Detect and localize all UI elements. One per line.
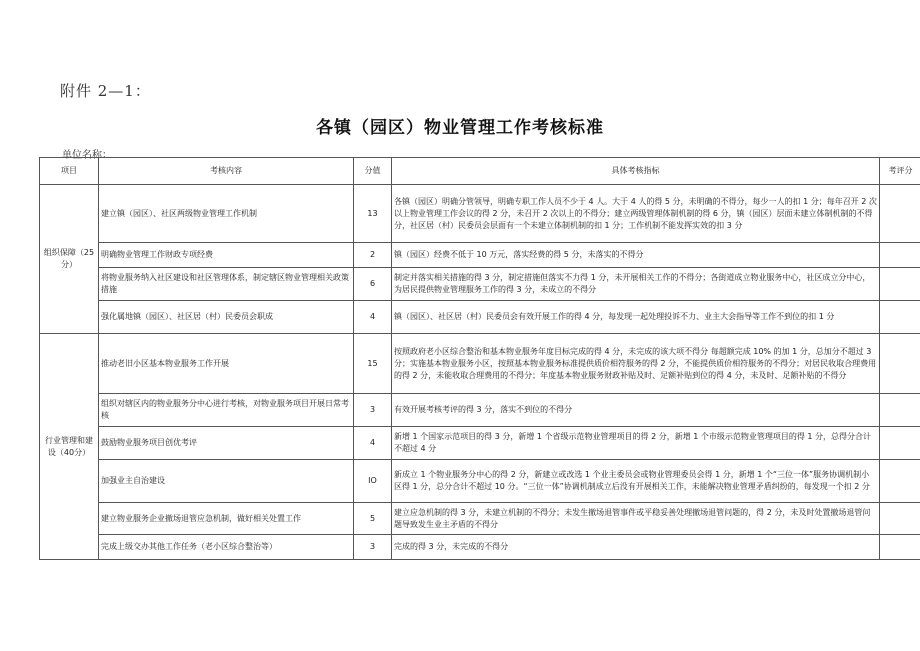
evaluation-cell [880,268,920,301]
table-row [40,427,920,460]
criteria-cell: 新增 1 个国家示范项目的得 3 分，新增 1 个省级示范物业管理项目的得 2 分，新增 1 个市级示范物业管理项目的得 1 分，总得分合计不超过 4 分 [392,427,880,460]
evaluation-cell [880,394,920,427]
content-cell: 鼓励物业服务项目创优考评 [99,427,354,460]
assessment-table [39,157,920,560]
content-cell: 完成上级交办其他工作任务（老小区综合整治等） [99,535,354,560]
table-row [40,535,920,560]
table-row [40,301,920,334]
score-cell: IO [354,460,392,503]
table-row [40,243,920,268]
project-cell-industry: 行业管理和建设（40分） [40,334,99,560]
score-cell: 13 [354,185,392,243]
score-cell: 3 [354,535,392,560]
score-cell: 2 [354,243,392,268]
score-cell: 4 [354,301,392,334]
score-cell: 4 [354,427,392,460]
evaluation-cell [880,334,920,394]
criteria-cell: 新成立 1 个物业服务分中心的得 2 分，新建立或改选 1 个业主委员会或物业管理委员会得 1 分，新增 1 个“三位一体”服务协调机制小区得 1 分，总分合计不超过 10 分。“三位一体”协调机制成立后没有开展相关工作，未能解决物业管理矛盾纠纷的，每发现一个扣 2 分 [392,460,880,503]
content-cell: 将物业服务纳入社区建设和社区管理体系，制定辖区物业管理相关政策措施 [99,268,354,301]
evaluation-cell [880,503,920,535]
header-criteria: 具体考核指标 [392,158,880,185]
evaluation-cell [880,301,920,334]
table-row [40,334,920,394]
evaluation-cell [880,243,920,268]
criteria-cell: 建立应急机制的得 3 分，未建立机制的不得分；未发生撤场退管事件或平稳妥善处理撤场退管问题的，得 2 分，未及时处置撤场退管问题导致发生业主矛盾的不得分 [392,503,880,535]
evaluation-cell [880,460,920,503]
score-cell: 5 [354,503,392,535]
table-row [40,185,920,243]
table-row [40,268,920,301]
criteria-cell: 镇（园区）、社区居（村）民委员会有效开展工作的得 4 分，每发现一起处理投诉不力、业主大会指导等工作不到位的扣 1 分 [392,301,880,334]
table-row [40,394,920,427]
score-cell: 6 [354,268,392,301]
criteria-cell: 镇（园区）经费不低于 10 万元，落实经费的得 5 分，未落实的不得分 [392,243,880,268]
header-score: 分值 [354,158,392,185]
content-cell: 组织对辖区内的物业服务分中心进行考核，对物业服务项目开展日常考核 [99,394,354,427]
table-row [40,460,920,503]
criteria-cell: 各镇（园区）明确分管领导，明确专职工作人员不少于 4 人。大于 4 人的得 5 分，未明确的不得分，每少一人的扣 1 分；每年召开 2 次以上物业管理工作会议的得 2 分，未召开 2 次以上的不得分；建立两级管理体制机制的得 6 分，镇（园区）层面未建立体制机制的不得分，社区居（村）民委员会层面有一个未建立体制机制的扣 1 分；工作机制不能发挥实效的扣 3 分 [392,185,880,243]
evaluation-cell [880,185,920,243]
content-cell: 强化属地镇（园区）、社区居（村）民委员会职成 [99,301,354,334]
attachment-label: 附件 2—1： [60,82,151,100]
unit-name-label: 单位名称： [62,150,112,161]
evaluation-cell [880,427,920,460]
content-cell: 明确物业管理工作财政专项经费 [99,243,354,268]
content-cell: 加强业主自治建设 [99,460,354,503]
header-content: 考核内容 [99,158,354,185]
criteria-cell: 制定并落实相关措施的得 3 分，制定措施但落实不力得 1 分，未开展相关工作的不得分；各街道成立物业服务中心，社区成立分中心，为居民提供物业管理服务工作的得 3 分，未成立的不得分 [392,268,880,301]
content-cell: 建立物业服务企业撤场退管应急机制，做好相关处置工作 [99,503,354,535]
header-project: 项目 [40,158,99,185]
evaluation-cell [880,535,920,560]
criteria-cell: 完成的得 3 分，未完成的不得分 [392,535,880,560]
header-evaluation: 考评分 [880,158,920,185]
document-title: 各镇（园区）物业管理工作考核标准 [316,118,604,138]
table-header-row [40,158,920,185]
table-row [40,503,920,535]
content-cell: 推动老旧小区基本物业服务工作开展 [99,334,354,394]
content-cell: 建立镇（园区）、社区两级物业管理工作机制 [99,185,354,243]
criteria-cell: 有效开展考核考评的得 3 分，落实不到位的不得分 [392,394,880,427]
project-cell-organization: 组织保障（25分） [40,185,99,334]
criteria-cell: 按照政府老小区综合整治和基本物业服务年度目标完成的得 4 分，未完成的该大项不得分 每超额完成 10% 的加 1 分，总加分不超过 3 分；实施基本物业服务小区，按照基本物业服务标准提供质价相符服务的得 2 分，不能提供质价相符服务的不得分；对居民收取合理费用的得 2 分，未能收取合理费用的不得分；年度基本物业服务财政补贴及时、足额补贴到位的得 4 分，未及时、足额补贴的不得分 [392,334,880,394]
score-cell: 3 [354,394,392,427]
score-cell: 15 [354,334,392,394]
